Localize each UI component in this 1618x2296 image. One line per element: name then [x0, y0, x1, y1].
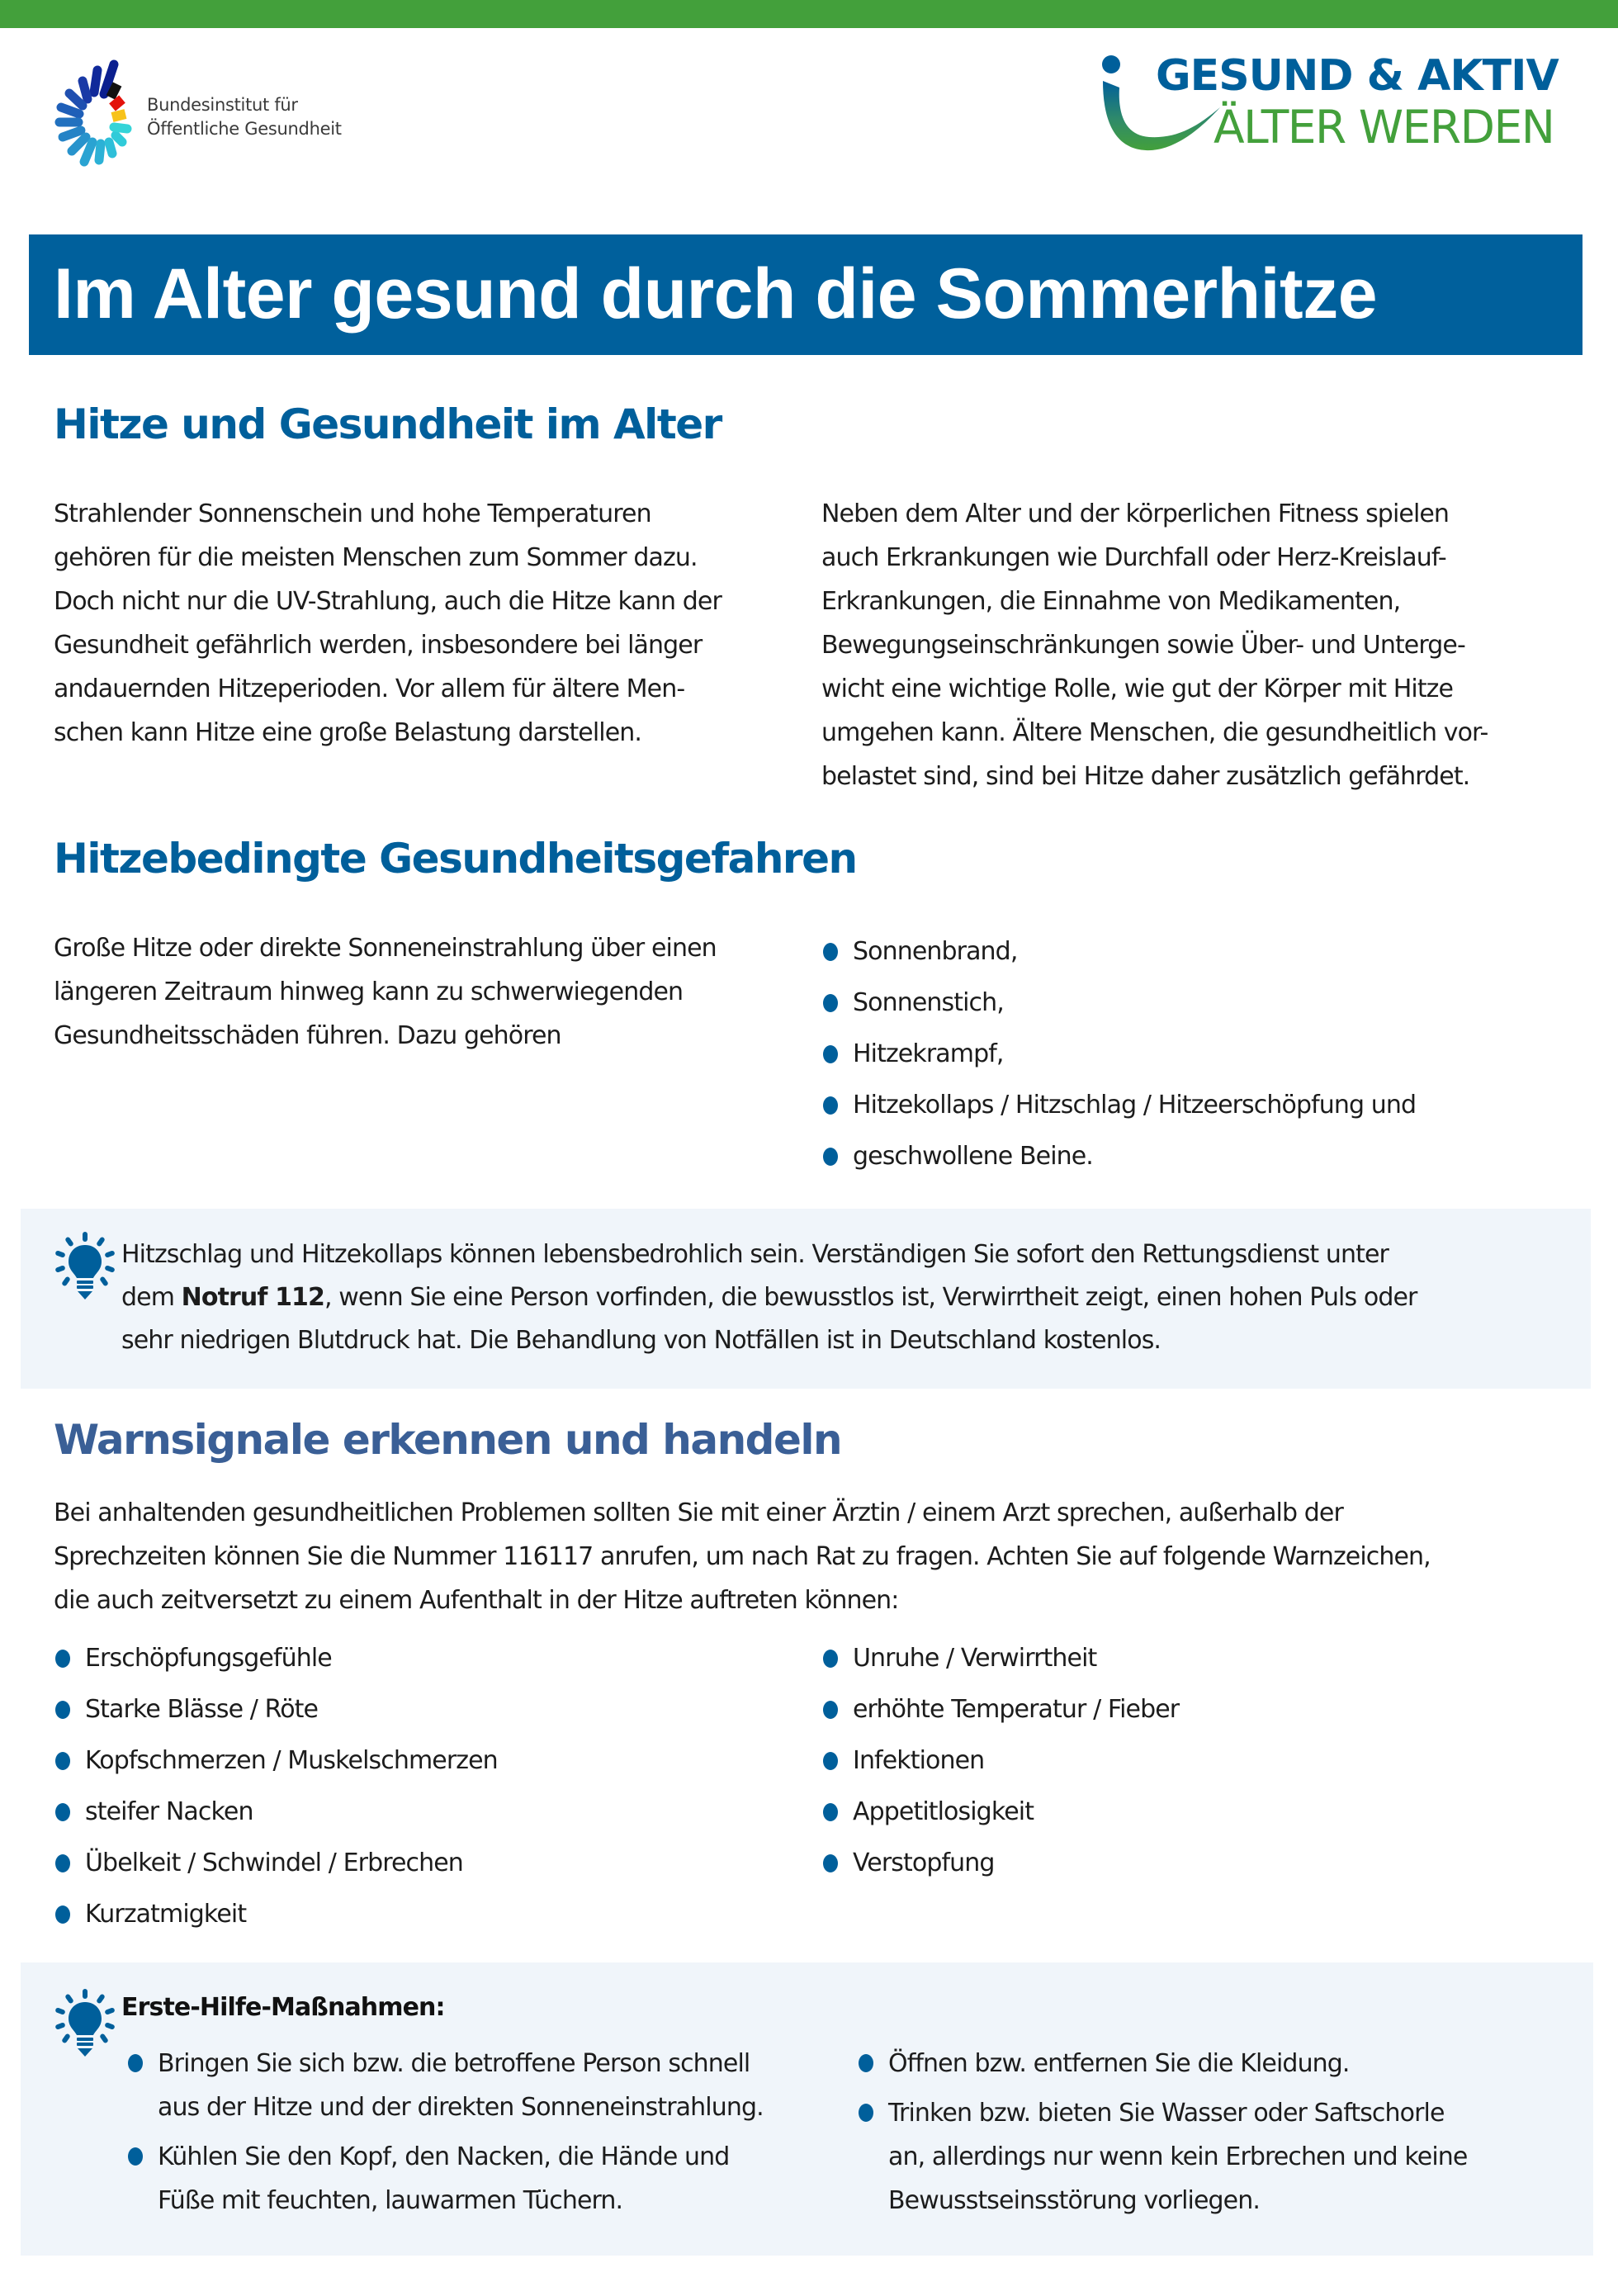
bullet-dot-icon: [823, 1045, 838, 1063]
list-item: Verstopfung: [821, 1838, 1179, 1889]
bullet-dot-icon: [823, 943, 838, 961]
bullet-dot-icon: [55, 1854, 70, 1872]
list-item: Öffnen bzw. entfernen Sie die Kleidung.: [859, 2042, 1467, 2085]
emergency-number: Notruf 112: [181, 1283, 325, 1312]
lightbulb-icon: [52, 1987, 118, 2062]
bullet-dot-icon: [55, 1905, 70, 1924]
logo-line-1: GESUND & AKTIV: [1156, 51, 1559, 101]
page-title: Im Alter gesund durch die Sommerhitze: [54, 254, 1378, 334]
list-item: Übelkeit / Schwindel / Erbrechen: [54, 1838, 498, 1889]
bullet-dot-icon: [823, 1650, 838, 1668]
bullet-dot-icon: [55, 1803, 70, 1821]
bullet-dot-icon: [823, 994, 838, 1012]
section-heading-heat-health: Hitze und Gesundheit im Alter: [54, 400, 721, 448]
bullet-dot-icon: [128, 2147, 143, 2166]
section3-intro: Bei anhaltenden gesundheitlichen Problemen sollten Sie mit einer Ärztin / einem Arzt sprechen, außerhalb der Sprechzeiten können Sie die Nummer 116117 anrufen, um nach Rat zu fragen. Achten Sie auf folgende Warnzeichen, die auch zeitversetzt zu einem Aufenthalt in der Hitze auftreten können:: [54, 1498, 1431, 1615]
bullet-dot-icon: [859, 2054, 873, 2072]
top-brand-bar: [0, 0, 1618, 28]
bullet-dot-icon: [128, 2054, 143, 2072]
list-item: Bringen Sie sich bzw. die betroffene Person schnell aus der Hitze und der direkten Sonneneinstrahlung.: [128, 2042, 764, 2129]
bullet-dot-icon: [823, 1096, 838, 1115]
hazards-list: [821, 926, 1416, 1182]
first-aid-list-left: [128, 2042, 764, 2228]
list-item: steifer Nacken: [54, 1787, 498, 1838]
section2-intro: Große Hitze oder direkte Sonneneinstrahlung über einen längeren Zeitraum hinweg kann zu schwerwiegenden Gesundheitsschäden führen. Dazu gehören: [54, 934, 717, 1050]
first-aid-callout: [21, 1962, 1593, 2256]
biog-org-name: Bundesinstitut für Öffentliche Gesundheit: [147, 95, 342, 139]
warning-signs-list-right: [821, 1633, 1179, 1889]
biog-sun-ring-icon: [51, 56, 154, 172]
bullet-dot-icon: [859, 2104, 873, 2122]
section-heading-warning-signs: Warnsignale erkennen und handeln: [54, 1416, 842, 1464]
list-item: Trinken bzw. bieten Sie Wasser oder Saftschorle an, allerdings nur wenn kein Erbrechen und keine Bewusstseinsstörung vorliegen.: [859, 2091, 1467, 2223]
bullet-dot-icon: [823, 1148, 838, 1166]
gesund-aktiv-logo: [1098, 51, 1577, 159]
list-item: Kurzatmigkeit: [54, 1889, 498, 1940]
list-item: Unruhe / Verwirrtheit: [821, 1633, 1179, 1684]
section1-paragraph-right: Neben dem Alter und der körperlichen Fitness spielen auch Erkrankungen wie Durchfall oder Herz-Kreislauf- Erkrankungen, die Einnahme von Medikamenten, Bewegungseinschränkungen sowie Über- und Unterge- wicht eine wichtige Rolle, wie gut der Körper mit Hitze umgehen kann. Ältere Menschen, die gesundheitlich vor- belastet sind, sind bei Hitze daher zusätzlich gefährdet.: [821, 499, 1488, 791]
biog-logo: [51, 56, 381, 172]
first-aid-list-right: [859, 2042, 1467, 2228]
emergency-callout: [21, 1209, 1591, 1389]
first-aid-title: Erste-Hilfe-Maßnahmen:: [121, 1993, 445, 2022]
list-item: Hitzekrampf,: [821, 1029, 1416, 1080]
list-item: Sonnenstich,: [821, 978, 1416, 1029]
list-item: geschwollene Beine.: [821, 1131, 1416, 1182]
bullet-dot-icon: [823, 1854, 838, 1872]
list-item: Starke Blässe / Röte: [54, 1684, 498, 1735]
logo-line-2: ÄLTER WERDEN: [1214, 101, 1554, 154]
bullet-dot-icon: [823, 1701, 838, 1719]
title-banner: [29, 234, 1583, 355]
list-item: Kopfschmerzen / Muskelschmerzen: [54, 1735, 498, 1787]
list-item: Hitzekollaps / Hitzschlag / Hitzeerschöpfung und: [821, 1080, 1416, 1131]
list-item: Kühlen Sie den Kopf, den Nacken, die Hände und Füße mit feuchten, lauwarmen Tüchern.: [128, 2135, 764, 2223]
list-item: Sonnenbrand,: [821, 926, 1416, 978]
lightbulb-icon: [52, 1230, 118, 1304]
list-item: Infektionen: [821, 1735, 1179, 1787]
bullet-dot-icon: [55, 1752, 70, 1770]
bullet-dot-icon: [823, 1803, 838, 1821]
list-item: erhöhte Temperatur / Fieber: [821, 1684, 1179, 1735]
emergency-callout-text: Hitzschlag und Hitzekollaps können lebensbedrohlich sein. Verständigen Sie sofort den Rettungsdienst unter dem Notruf 112, wenn Sie eine Person vorfinden, die bewusstlos ist, Verwirrtheit zeigt, einen hohen Puls oder sehr niedrigen Blutdruck hat. Die Behandlung von Notfällen ist in Deutschland kostenlos.: [121, 1240, 1417, 1355]
bullet-dot-icon: [55, 1701, 70, 1719]
bullet-dot-icon: [823, 1752, 838, 1770]
warning-signs-list-left: [54, 1633, 498, 1940]
section1-paragraph-left: Strahlender Sonnenschein und hohe Temperaturen gehören für die meisten Menschen zum Sommer dazu. Doch nicht nur die UV-Strahlung, auch die Hitze kann der Gesundheit gefährlich werden, insbesondere bei länger andauernden Hitzeperioden. Vor allem für ältere Men- schen kann Hitze eine große Belastung darstellen.: [54, 499, 721, 747]
list-item: Appetitlosigkeit: [821, 1787, 1179, 1838]
section-heading-heat-hazards: Hitzebedingte Gesundheitsgefahren: [54, 835, 857, 883]
list-item: Erschöpfungsgefühle: [54, 1633, 498, 1684]
bullet-dot-icon: [55, 1650, 70, 1668]
